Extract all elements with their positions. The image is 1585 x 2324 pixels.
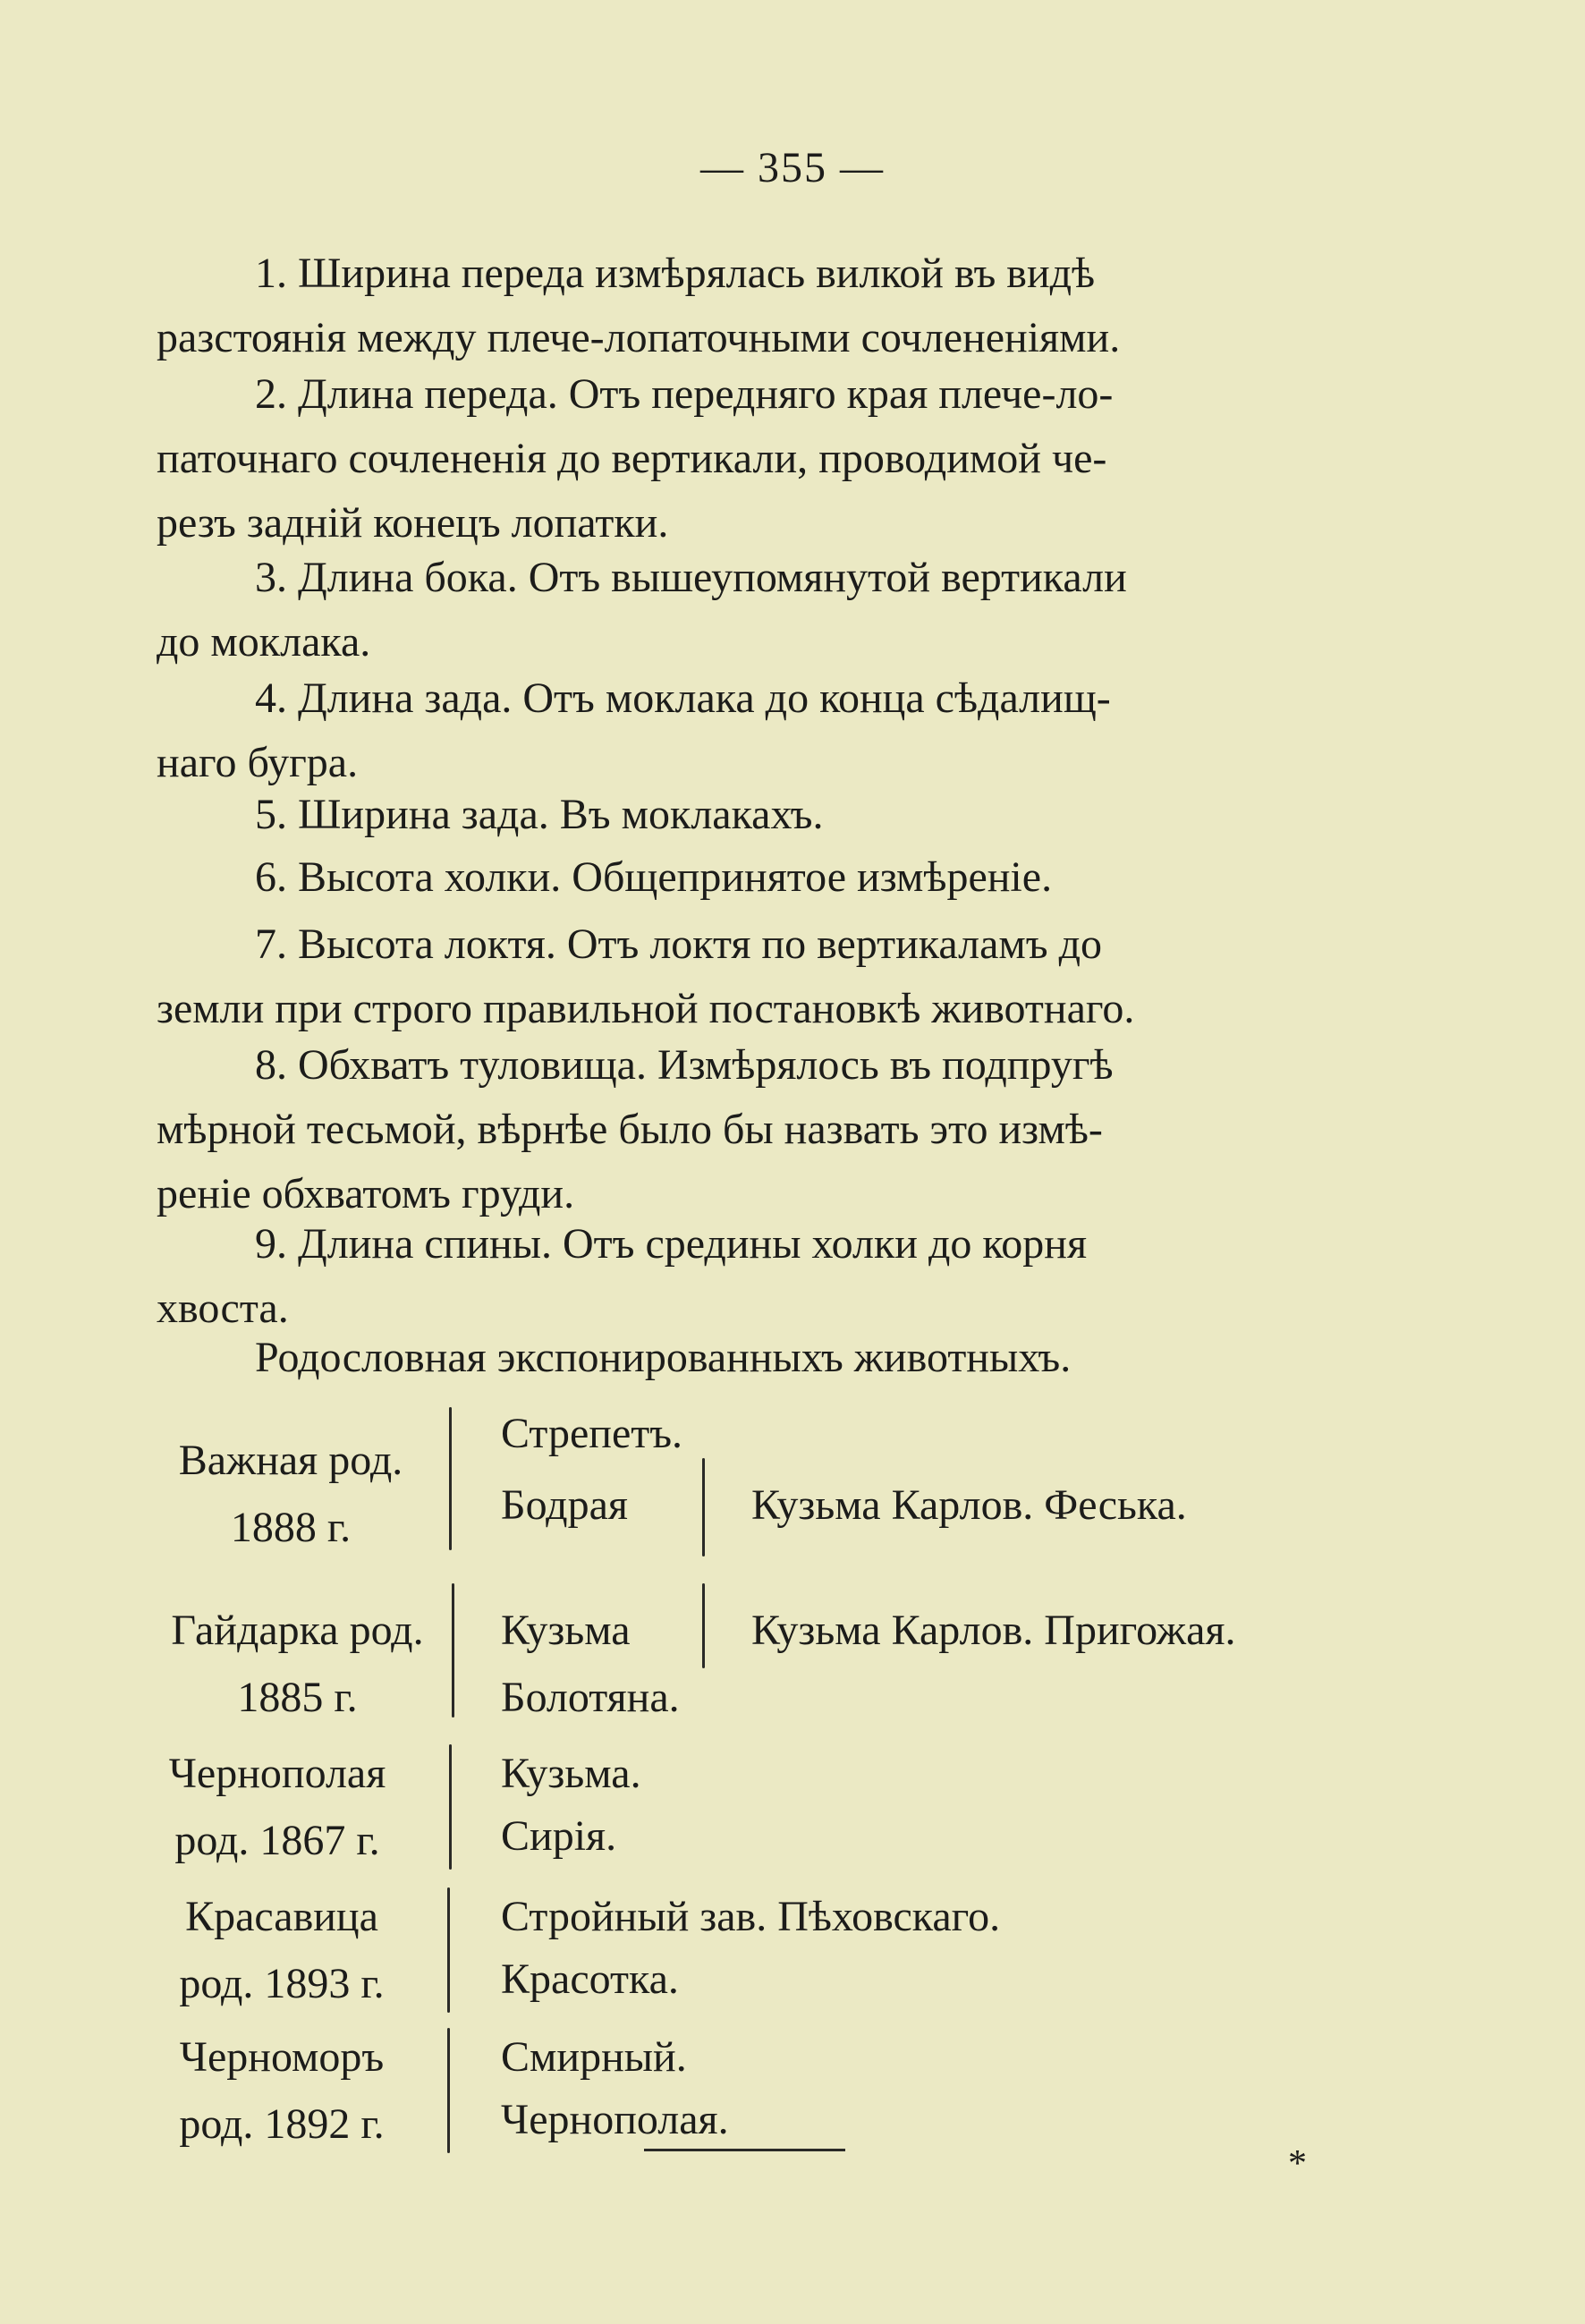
- text-line: 8. Обхватъ туловища. Измѣрялось въ подпругѣ: [255, 1041, 1114, 1089]
- animal-name: [143, 1427, 438, 1561]
- name-line: Черноморъ: [179, 2033, 385, 2081]
- parent-dam: Сирія.: [501, 1812, 617, 1860]
- parent-sire: Смирный.: [501, 2033, 687, 2081]
- birth-year: 1888 г.: [230, 1504, 352, 1551]
- parent-dam: Болотяна.: [501, 1674, 680, 1721]
- parent-sire: Кузьма.: [501, 1750, 641, 1797]
- paragraph-3: [157, 546, 1346, 674]
- parent-sire: Кузьма: [501, 1607, 631, 1654]
- text-line: 4. Длина зада. Отъ моклака до конца сѣдалищ-: [255, 674, 1111, 722]
- closing-rule: [644, 2149, 845, 2151]
- paragraph-1: [157, 242, 1346, 370]
- name-line: Важная род.: [178, 1437, 403, 1484]
- brace: [702, 1583, 705, 1668]
- text-line: 3. Длина бока. Отъ вышеупомянутой вертикали: [255, 554, 1127, 601]
- page-number: — 355 —: [700, 144, 885, 191]
- parent-dam: Красотка.: [501, 1955, 679, 2003]
- parent-dam: Чернополая.: [501, 2096, 729, 2143]
- pedigree-title: Родословная экспонированныхъ животныхъ.: [255, 1334, 1072, 1381]
- brace: [447, 1887, 450, 2013]
- text-line: хвоста.: [157, 1285, 289, 1332]
- text-line: 1. Ширина переда измѣрялась вилкой въ видѣ: [255, 250, 1096, 297]
- animal-name: [143, 2023, 420, 2158]
- text-line: до моклака.: [157, 618, 371, 666]
- birth-year: 1885 г.: [237, 1674, 358, 1721]
- footer-asterisk: *: [1288, 2143, 1307, 2184]
- pedigree-entry: [143, 1583, 1395, 1735]
- animal-name: [143, 1597, 452, 1731]
- brace: [449, 1744, 452, 1870]
- name-line: Красавица: [185, 1893, 378, 1940]
- paragraph-5: [157, 783, 1346, 847]
- pedigree-entry: [143, 1740, 1395, 1883]
- brace: [447, 2028, 450, 2153]
- paragraph-2: [157, 362, 1346, 556]
- paragraph-9: [157, 1212, 1346, 1341]
- text-line: земли при строго правильной постановкѣ животнаго.: [157, 985, 1135, 1032]
- birth-year: род. 1867 г.: [174, 1817, 380, 1864]
- grandparents: Кузьма Карлов. Пригожая.: [751, 1607, 1236, 1654]
- text-line: 9. Длина спины. Отъ средины холки до корня: [255, 1220, 1088, 1268]
- text-line: мѣрной тесьмой, вѣрнѣе было бы назвать это измѣ-: [157, 1106, 1103, 1153]
- animal-name: [143, 1883, 420, 2017]
- pedigree-entry: [143, 1883, 1395, 2026]
- text-line: резъ задній конецъ лопатки.: [157, 499, 669, 547]
- paragraph-7: [157, 912, 1346, 1041]
- text-line: наго бугра.: [157, 739, 359, 786]
- brace: [702, 1458, 705, 1556]
- parent-sire: Стрепетъ.: [501, 1410, 683, 1457]
- text-line: разстоянія между плече-лопаточными сочлененіями.: [157, 314, 1121, 361]
- name-line: Гайдарка род.: [171, 1607, 424, 1654]
- name-line: Чернополая: [168, 1750, 386, 1797]
- birth-year: род. 1892 г.: [179, 2100, 385, 2148]
- brace: [452, 1583, 454, 1718]
- paragraph-4: [157, 666, 1346, 795]
- parent-sire: Стройный зав. Пѣховскаго.: [501, 1893, 1001, 1940]
- text-line: 6. Высота холки. Общепринятое измѣреніе.: [255, 853, 1053, 901]
- paragraph-6: [157, 845, 1346, 910]
- text-line: реніе обхватомъ груди.: [157, 1170, 575, 1217]
- text-line: паточнаго сочлененія до вертикали, проводимой че-: [157, 435, 1107, 482]
- text-line: 5. Ширина зада. Въ моклакахъ.: [255, 791, 824, 838]
- grandparents: Кузьма Карлов. Феська.: [751, 1481, 1187, 1529]
- parent-dam: Бодрая: [501, 1481, 628, 1529]
- animal-name: [143, 1740, 411, 1874]
- birth-year: род. 1893 г.: [179, 1960, 385, 2007]
- pedigree-entry: [143, 1400, 1395, 1552]
- text-line: 7. Высота локтя. Отъ локтя по вертикаламъ до: [255, 920, 1102, 968]
- text-line: 2. Длина переда. Отъ передняго края плече-ло-: [255, 370, 1114, 418]
- paragraph-8: [157, 1033, 1346, 1226]
- brace: [449, 1407, 452, 1550]
- pedigree-entry: [143, 2023, 1395, 2167]
